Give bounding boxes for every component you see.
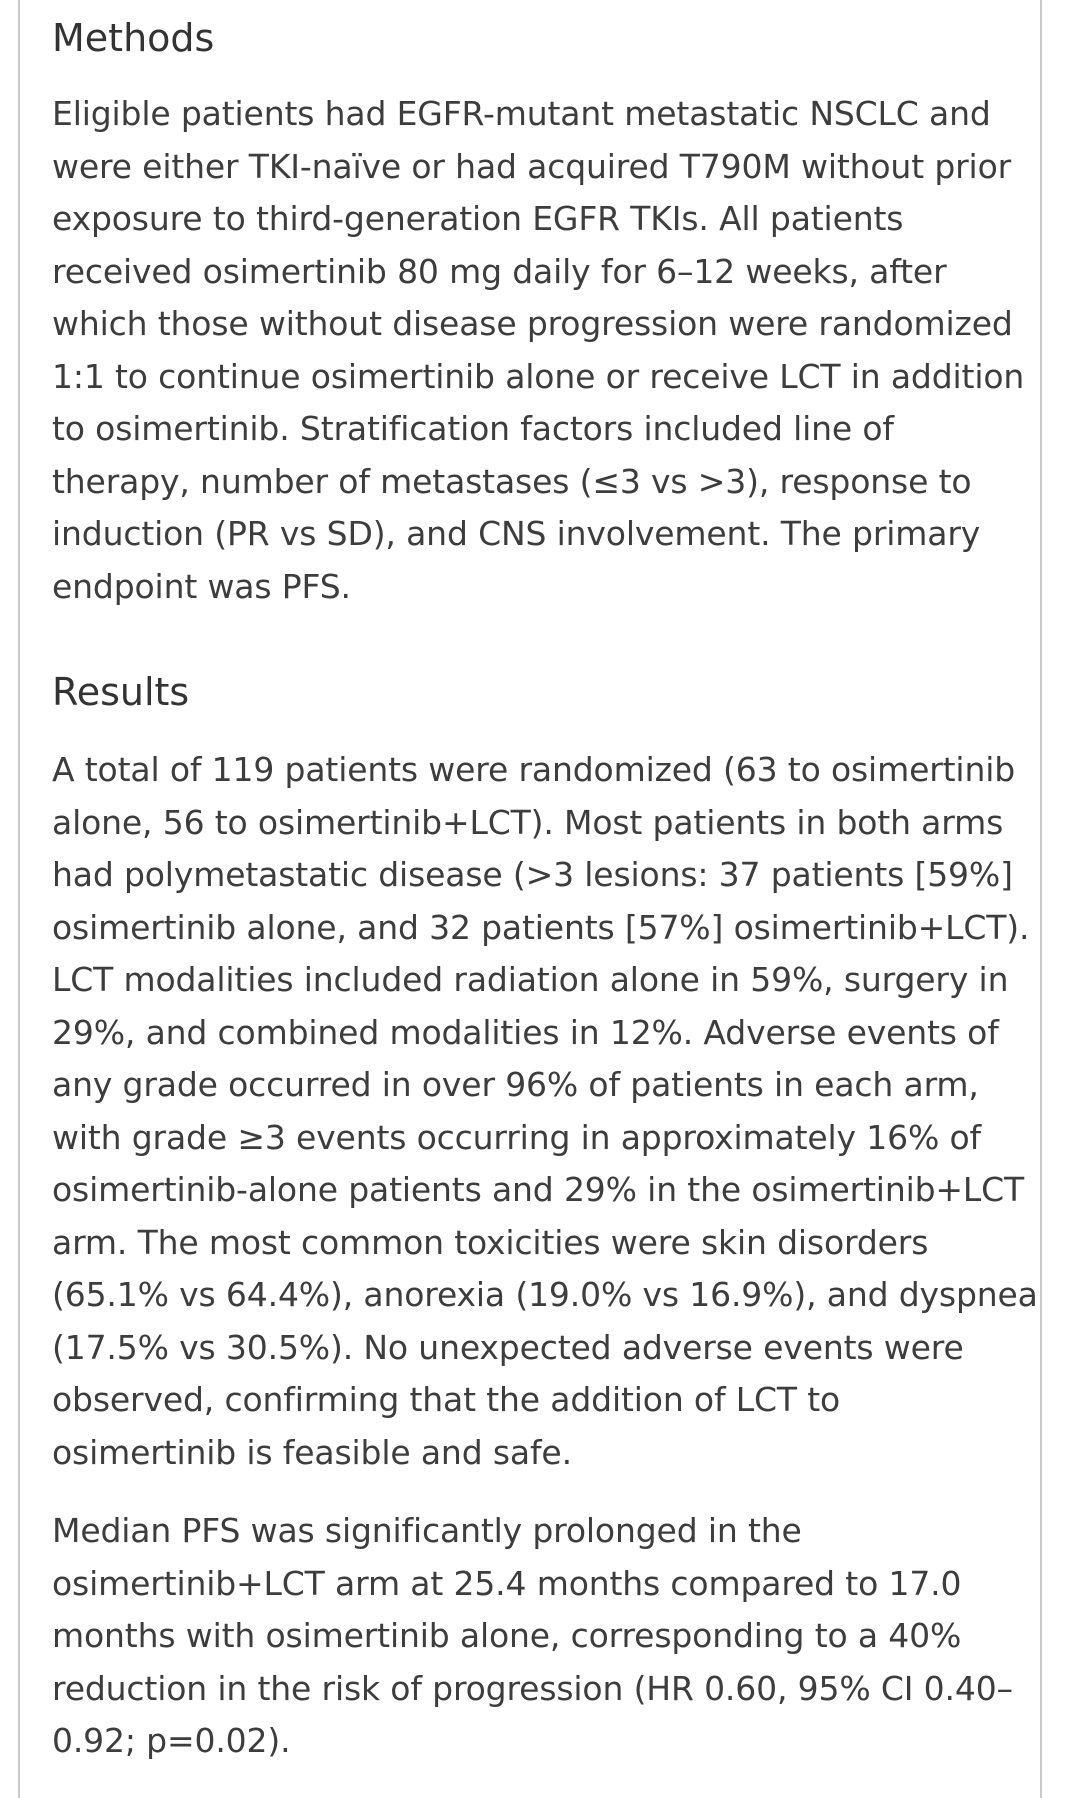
- text-line: observed, confirming that the addition of LCT to: [52, 1380, 841, 1419]
- text-line: osimertinib is feasible and safe.: [52, 1432, 572, 1472]
- text-line: 0.92; p=0.02).: [52, 1721, 291, 1760]
- text-line: endpoint was PFS.: [52, 566, 351, 606]
- text-line: (65.1% vs 64.4%), anorexia (19.0% vs 16.9%), and dyspnea: [52, 1275, 1038, 1314]
- text-line: with grade ≥3 events occurring in approximately 16% of: [52, 1117, 982, 1157]
- text-line: Eligible patients had EGFR-mutant metastatic NSCLC and: [52, 94, 991, 133]
- text-line: any grade occurred in over 96% of patients in each arm,: [52, 1065, 979, 1104]
- results-heading: Results: [52, 670, 190, 714]
- text-line: received osimertinib 80 mg daily for 6–12 weeks, after: [52, 251, 947, 291]
- text-line: Median PFS was significantly prolonged in the: [52, 1511, 802, 1550]
- text-line: osimertinib alone, and 32 patients [57%] osimertinib+LCT).: [52, 907, 1030, 947]
- text-line: A total of 119 patients were randomized (63 to osimertinib: [52, 750, 1016, 789]
- text-line: reduction in the risk of progression (HR 0.60, 95% CI 0.40–: [52, 1668, 1013, 1708]
- text-line: LCT modalities included radiation alone in 59%, surgery in: [52, 960, 1009, 999]
- text-line: 1:1 to continue osimertinib alone or receive LCT in addition: [52, 356, 1025, 396]
- methods-heading: Methods: [52, 16, 215, 60]
- text-line: which those without disease progression were randomized: [52, 304, 1013, 343]
- text-line: (17.5% vs 30.5%). No unexpected adverse events were: [52, 1327, 964, 1367]
- text-line: osimertinib-alone patients and 29% in the osimertinib+LCT: [52, 1170, 1025, 1209]
- text-line: arm. The most common toxicities were skin disorders: [52, 1222, 929, 1262]
- text-line: osimertinib+LCT arm at 25.4 months compared to 17.0: [52, 1563, 962, 1603]
- text-line: 29%, and combined modalities in 12%. Adverse events of: [52, 1012, 999, 1052]
- text-line: months with osimertinib alone, corresponding to a 40%: [52, 1616, 962, 1655]
- text-line: exposure to third-generation EGFR TKIs. All patients: [52, 199, 904, 238]
- results-paragraph-2: [52, 1505, 1013, 1768]
- text-line: therapy, number of metastases (≤3 vs >3), response to: [52, 461, 972, 501]
- text-line: induction (PR vs SD), and CNS involvement. The primary: [52, 514, 981, 553]
- text-line: had polymetastatic disease (>3 lesions: 37 patients [59%]: [52, 855, 1013, 894]
- text-line: were either TKI-naïve or had acquired T790M without prior: [52, 146, 1012, 186]
- results-paragraph-1: [52, 744, 1038, 1479]
- document-page: [18, 0, 1042, 1798]
- text-line: to osimertinib. Stratification factors included line of: [52, 409, 894, 448]
- methods-paragraph: [52, 88, 1024, 613]
- text-line: alone, 56 to osimertinib+LCT). Most patients in both arms: [52, 802, 1004, 842]
